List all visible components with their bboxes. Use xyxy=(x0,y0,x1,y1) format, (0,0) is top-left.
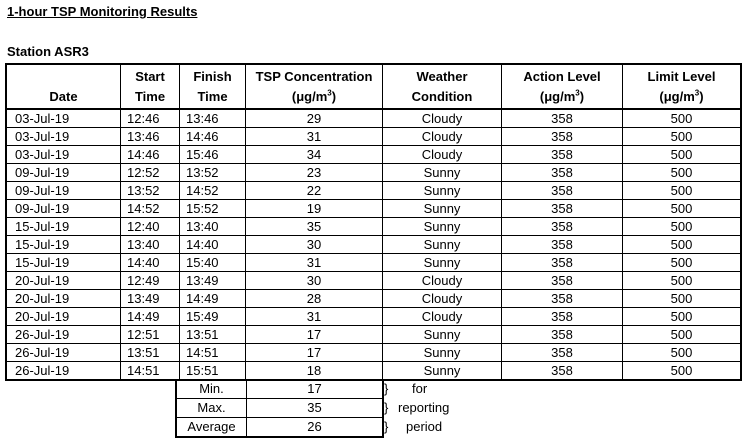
cell-date: 20-Jul-19 xyxy=(6,308,121,326)
cell-start-time: 12:52 xyxy=(121,164,180,182)
cell-action-level: 358 xyxy=(502,236,623,254)
cell-finish-time: 13:40 xyxy=(180,218,246,236)
cell-action-level: 358 xyxy=(502,218,623,236)
cell-action-level: 358 xyxy=(502,128,623,146)
cell-finish-time: 13:49 xyxy=(180,272,246,290)
cell-start-time: 12:46 xyxy=(121,109,180,128)
cell-tsp: 18 xyxy=(246,362,383,381)
header-action-level: Action Level $(\mu g/m^3)$ xyxy=(502,64,623,109)
cell-limit-level: 500 xyxy=(623,146,742,164)
table-row xyxy=(6,164,741,182)
header-finish-time: Finish Time xyxy=(180,64,246,109)
cell-limit-level: 500 xyxy=(623,308,742,326)
cell-limit-level: 500 xyxy=(623,236,742,254)
table-row xyxy=(6,182,741,200)
cell-weather: Sunny xyxy=(383,344,502,362)
cell-date: 20-Jul-19 xyxy=(6,272,121,290)
cell-weather: Cloudy xyxy=(383,128,502,146)
cell-weather: Sunny xyxy=(383,182,502,200)
table-row xyxy=(6,218,741,236)
table-row xyxy=(6,290,741,308)
cell-weather: Cloudy xyxy=(383,146,502,164)
cell-limit-level: 500 xyxy=(623,128,742,146)
header-date: Date xyxy=(6,64,121,109)
cell-finish-time: 13:51 xyxy=(180,326,246,344)
cell-weather: Cloudy xyxy=(383,272,502,290)
cell-tsp: 19 xyxy=(246,200,383,218)
table-row xyxy=(6,326,741,344)
cell-action-level: 358 xyxy=(502,272,623,290)
cell-action-level: 358 xyxy=(502,254,623,272)
tsp-results-table xyxy=(5,63,742,381)
cell-limit-level: 500 xyxy=(623,182,742,200)
cell-finish-time: 14:40 xyxy=(180,236,246,254)
cell-weather: Sunny xyxy=(383,218,502,236)
header-weather-condition: Weather Condition xyxy=(383,64,502,109)
page-title: 1-hour TSP Monitoring Results xyxy=(7,4,198,19)
cell-weather: Sunny xyxy=(383,164,502,182)
cell-tsp: 28 xyxy=(246,290,383,308)
cell-action-level: 358 xyxy=(502,109,623,128)
cell-start-time: 14:40 xyxy=(121,254,180,272)
cell-tsp: 17 xyxy=(246,326,383,344)
cell-date: 26-Jul-19 xyxy=(6,344,121,362)
cell-finish-time: 14:46 xyxy=(180,128,246,146)
cell-action-level: 358 xyxy=(502,164,623,182)
cell-limit-level: 500 xyxy=(623,272,742,290)
summary-note-for: } for xyxy=(384,381,428,396)
cell-tsp: 23 xyxy=(246,164,383,182)
cell-tsp: 34 xyxy=(246,146,383,164)
header-limit-level: Limit Level $(\mu g/m^3)$ xyxy=(623,64,742,109)
cell-weather: Cloudy xyxy=(383,308,502,326)
cell-start-time: 12:51 xyxy=(121,326,180,344)
cell-action-level: 358 xyxy=(502,326,623,344)
cell-start-time: 14:51 xyxy=(121,362,180,381)
cell-limit-level: 500 xyxy=(623,326,742,344)
cell-date: 03-Jul-19 xyxy=(6,128,121,146)
summary-note-reporting: } reporting xyxy=(384,400,450,415)
cell-date: 15-Jul-19 xyxy=(6,218,121,236)
table-row xyxy=(6,109,741,128)
cell-finish-time: 14:52 xyxy=(180,182,246,200)
header-start-time: Start Time xyxy=(121,64,180,109)
cell-finish-time: 14:51 xyxy=(180,344,246,362)
cell-date: 20-Jul-19 xyxy=(6,290,121,308)
cell-action-level: 358 xyxy=(502,200,623,218)
cell-finish-time: 15:49 xyxy=(180,308,246,326)
cell-limit-level: 500 xyxy=(623,109,742,128)
cell-weather: Cloudy xyxy=(383,109,502,128)
summary-row xyxy=(176,418,383,438)
cell-tsp: 22 xyxy=(246,182,383,200)
summary-note-period: } period xyxy=(384,419,443,434)
cell-limit-level: 500 xyxy=(623,200,742,218)
table-row xyxy=(6,344,741,362)
summary-value: 35 xyxy=(247,399,384,418)
table-row xyxy=(6,272,741,290)
cell-weather: Sunny xyxy=(383,326,502,344)
cell-limit-level: 500 xyxy=(623,218,742,236)
cell-date: 26-Jul-19 xyxy=(6,362,121,381)
cell-start-time: 13:52 xyxy=(121,182,180,200)
table-row xyxy=(6,362,741,381)
cell-action-level: 358 xyxy=(502,182,623,200)
cell-tsp: 30 xyxy=(246,272,383,290)
cell-start-time: 13:46 xyxy=(121,128,180,146)
cell-tsp: 17 xyxy=(246,344,383,362)
cell-finish-time: 15:51 xyxy=(180,362,246,381)
cell-finish-time: 13:52 xyxy=(180,164,246,182)
cell-tsp: 31 xyxy=(246,254,383,272)
cell-limit-level: 500 xyxy=(623,254,742,272)
station-label: Station ASR3 xyxy=(7,44,89,59)
table-row xyxy=(6,146,741,164)
cell-weather: Sunny xyxy=(383,200,502,218)
cell-start-time: 13:49 xyxy=(121,290,180,308)
cell-action-level: 358 xyxy=(502,344,623,362)
table-row xyxy=(6,308,741,326)
cell-limit-level: 500 xyxy=(623,344,742,362)
cell-date: 09-Jul-19 xyxy=(6,200,121,218)
cell-start-time: 14:49 xyxy=(121,308,180,326)
cell-finish-time: 15:40 xyxy=(180,254,246,272)
summary-label: Min. xyxy=(176,380,247,399)
cell-start-time: 12:49 xyxy=(121,272,180,290)
cell-finish-time: 14:49 xyxy=(180,290,246,308)
cell-date: 09-Jul-19 xyxy=(6,182,121,200)
cell-start-time: 14:46 xyxy=(121,146,180,164)
table-row xyxy=(6,128,741,146)
cell-weather: Cloudy xyxy=(383,290,502,308)
cell-tsp: 30 xyxy=(246,236,383,254)
cell-finish-time: 15:46 xyxy=(180,146,246,164)
table-header-row xyxy=(6,64,741,109)
cell-date: 26-Jul-19 xyxy=(6,326,121,344)
cell-action-level: 358 xyxy=(502,146,623,164)
summary-label: Max. xyxy=(176,399,247,418)
cell-start-time: 13:51 xyxy=(121,344,180,362)
cell-date: 03-Jul-19 xyxy=(6,146,121,164)
cell-finish-time: 13:46 xyxy=(180,109,246,128)
summary-table xyxy=(175,379,384,438)
cell-tsp: 31 xyxy=(246,308,383,326)
cell-action-level: 358 xyxy=(502,290,623,308)
cell-limit-level: 500 xyxy=(623,290,742,308)
cell-limit-level: 500 xyxy=(623,362,742,381)
cell-date: 15-Jul-19 xyxy=(6,236,121,254)
cell-date: 09-Jul-19 xyxy=(6,164,121,182)
summary-row xyxy=(176,399,383,418)
cell-date: 03-Jul-19 xyxy=(6,109,121,128)
cell-date: 15-Jul-19 xyxy=(6,254,121,272)
cell-action-level: 358 xyxy=(502,308,623,326)
cell-limit-level: 500 xyxy=(623,164,742,182)
summary-row xyxy=(176,380,383,399)
table-row xyxy=(6,200,741,218)
cell-start-time: 14:52 xyxy=(121,200,180,218)
cell-weather: Sunny xyxy=(383,254,502,272)
summary-label: Average xyxy=(176,418,247,438)
cell-finish-time: 15:52 xyxy=(180,200,246,218)
table-row xyxy=(6,236,741,254)
cell-weather: Sunny xyxy=(383,236,502,254)
cell-action-level: 358 xyxy=(502,362,623,381)
cell-weather: Sunny xyxy=(383,362,502,381)
summary-value: 26 xyxy=(247,418,384,438)
cell-tsp: 31 xyxy=(246,128,383,146)
table-row xyxy=(6,254,741,272)
cell-tsp: 35 xyxy=(246,218,383,236)
header-tsp-concentration: TSP Concentration $(\mu g/m^3)$ xyxy=(246,64,383,109)
summary-value: 17 xyxy=(247,380,384,399)
cell-tsp: 29 xyxy=(246,109,383,128)
cell-start-time: 12:40 xyxy=(121,218,180,236)
cell-start-time: 13:40 xyxy=(121,236,180,254)
